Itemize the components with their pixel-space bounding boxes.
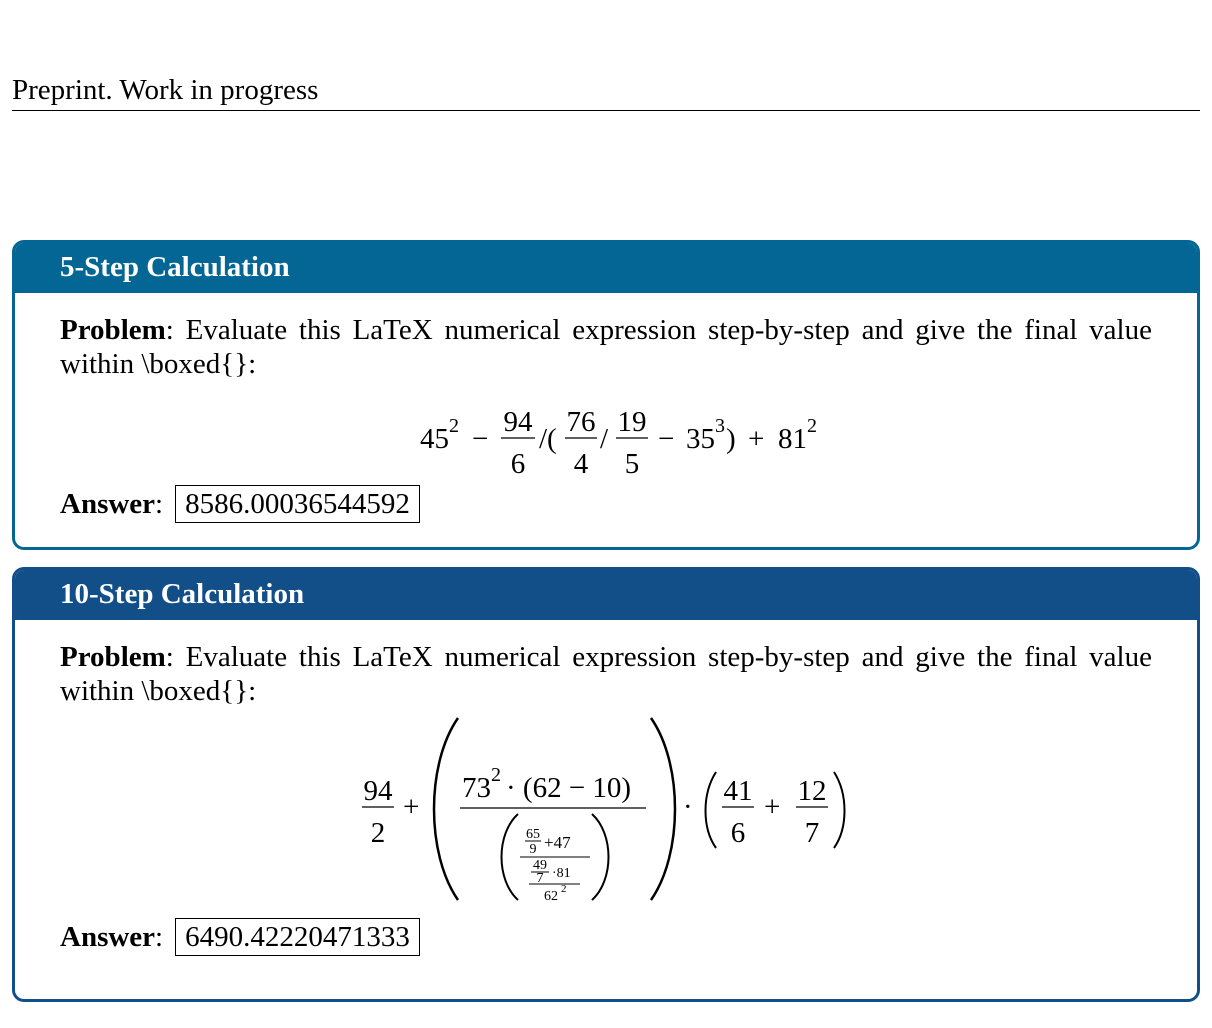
answer-row: Answer : 6490.42220471333 bbox=[60, 918, 1152, 956]
problem-text: : Evaluate this LaTeX numerical expression step-by-step and give the final value within \boxed{}: bbox=[60, 641, 1152, 707]
page-header: Preprint. Work in progress bbox=[12, 72, 1200, 111]
svg-text:94: 94 bbox=[503, 406, 533, 438]
svg-text:+: + bbox=[403, 791, 420, 823]
svg-text:·81: ·81 bbox=[552, 866, 571, 881]
svg-text:3: 3 bbox=[715, 415, 725, 437]
problem-label: Problem bbox=[60, 641, 166, 673]
svg-text:19: 19 bbox=[617, 406, 647, 438]
svg-text:−: − bbox=[658, 423, 675, 455]
svg-text:2: 2 bbox=[370, 817, 386, 849]
svg-text:76: 76 bbox=[566, 406, 596, 438]
svg-text:12: 12 bbox=[797, 775, 827, 807]
answer-value: 8586.00036544592 bbox=[175, 485, 420, 523]
math-expression-2 bbox=[346, 714, 866, 906]
problem-statement bbox=[60, 640, 1152, 708]
answer-label: Answer bbox=[60, 921, 156, 953]
svg-text:65: 65 bbox=[526, 827, 540, 842]
svg-text:6: 6 bbox=[730, 817, 746, 849]
svg-text:· (62 − 10): · (62 − 10) bbox=[506, 772, 632, 804]
svg-text:4: 4 bbox=[573, 448, 589, 480]
svg-text:73: 73 bbox=[462, 772, 491, 804]
math-expression-1 bbox=[386, 381, 826, 481]
problem-label: Problem bbox=[60, 314, 166, 346]
svg-text:35: 35 bbox=[686, 423, 715, 455]
svg-text:7: 7 bbox=[536, 871, 544, 886]
svg-text:·: · bbox=[683, 791, 693, 823]
answer-value: 6490.42220471333 bbox=[175, 918, 420, 956]
svg-text:): ) bbox=[726, 423, 736, 455]
box-title: 10-Step Calculation bbox=[15, 570, 1197, 620]
svg-text:2: 2 bbox=[449, 415, 459, 437]
svg-text:/(: /( bbox=[539, 423, 557, 455]
svg-text:+: + bbox=[748, 423, 765, 455]
box-title: 5-Step Calculation bbox=[15, 243, 1197, 293]
svg-text:81: 81 bbox=[778, 423, 807, 455]
svg-text:+47: +47 bbox=[544, 833, 571, 852]
svg-text:41: 41 bbox=[723, 775, 753, 807]
svg-text:−: − bbox=[472, 423, 489, 455]
svg-text:94: 94 bbox=[363, 775, 393, 807]
calculation-box-5-step bbox=[12, 240, 1200, 550]
svg-text:62: 62 bbox=[544, 889, 558, 904]
svg-text:49: 49 bbox=[533, 858, 547, 873]
calculation-box-10-step bbox=[12, 567, 1200, 1002]
answer-label: Answer bbox=[60, 488, 156, 520]
svg-text:9: 9 bbox=[529, 842, 537, 857]
svg-text:45: 45 bbox=[420, 423, 449, 455]
svg-text:+: + bbox=[764, 791, 781, 823]
svg-text:5: 5 bbox=[624, 448, 640, 480]
svg-text:2: 2 bbox=[491, 764, 501, 786]
svg-text:/: / bbox=[600, 423, 609, 455]
svg-text:7: 7 bbox=[804, 817, 820, 849]
problem-statement bbox=[60, 313, 1152, 381]
problem-text: : Evaluate this LaTeX numerical expression step-by-step and give the final value within \boxed{}: bbox=[60, 314, 1152, 380]
answer-row: Answer : 8586.00036544592 bbox=[60, 485, 1152, 523]
svg-text:2: 2 bbox=[561, 883, 567, 895]
svg-text:6: 6 bbox=[510, 448, 526, 480]
svg-text:2: 2 bbox=[807, 415, 817, 437]
